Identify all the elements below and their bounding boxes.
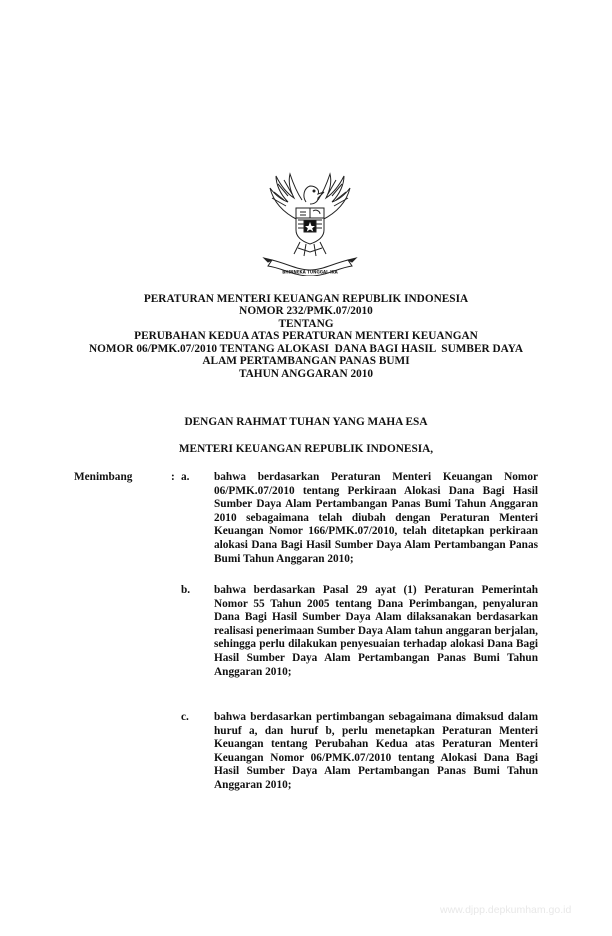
title-line-6: ALAM PERTAMBANGAN PANAS BUMI	[202, 355, 410, 368]
item-text: bahwa berdasarkan Pasal 29 ayat (1) Peraturan Pemerintah Nomor 55 Tahun 2005 tentang Dana Perimbangan, penyaluran Dana Bagi Hasil Sumber Daya Alam dilaksanakan berdasarkan realisasi penerimaan Sumber Daya Alam tahun anggaran berjalan, sehingga perlu dilakukan penyesuaian terhadap alokasi Dana Bagi Hasil Sumber Daya Alam Pertambangan Panas Bumi Tahun Anggaran 2010;	[214, 584, 538, 678]
title-line-3: TENTANG	[278, 317, 334, 330]
item-letter: b.	[181, 584, 191, 596]
item-letter: c.	[181, 711, 189, 723]
item-text: bahwa berdasarkan pertimbangan sebagaimana dimaksud dalam huruf a, dan huruf b, perlu menetapkan Peraturan Menteri Keuangan tentang Perubahan Kedua atas Peraturan Menteri Keuangan Nomor 06/PMK.07/2010 tentang Alokasi Dana Bagi Hasil Sumber Daya Alam Pertambangan Panas Bumi Tahun Anggaran 2010;	[214, 711, 538, 791]
garuda-emblem-icon	[258, 168, 362, 276]
item-text: bahwa berdasarkan Peraturan Menteri Keuangan Nomor 06/PMK.07/2010 tentang Perkiraan Alokasi Dana Bagi Hasil Sumber Daya Alam Pertambangan Panas Bumi Tahun Anggaran 2010 sebagaimana telah diubah dengan Peraturan Menteri Keuangan Nomor 166/PMK.07/2010, telah ditetapkan perkiraan alokasi Dana Bagi Hasil Sumber Daya Alam Pertambangan Panas Bumi Tahun Anggaran 2010;	[214, 471, 538, 565]
regulation-title	[0, 293, 612, 380]
title-line-5: NOMOR 06/PMK.07/2010 TENTANG ALOKASI DANA BAGI HASIL SUMBER DAYA	[88, 342, 524, 355]
blessing-line: DENGAN RAHMAT TUHAN YANG MAHA ESA	[184, 416, 428, 428]
title-line-1: PERATURAN MENTERI KEUANGAN REPUBLIK INDONESIA	[143, 293, 469, 305]
considering-colon: :	[171, 471, 175, 483]
title-line-7: TAHUN ANGGARAN 2010	[238, 367, 374, 380]
title-line-4: PERUBAHAN KEDUA ATAS PERATURAN MENTERI KEUANGAN	[134, 330, 478, 343]
considering-label: Menimbang	[74, 471, 133, 483]
item-letter: a.	[181, 471, 190, 483]
svg-text:BHINNEKA TUNGGAL IKA: BHINNEKA TUNGGAL IKA	[282, 269, 338, 275]
title-line-2: NOMOR 232/PMK.07/2010	[239, 305, 373, 318]
watermark-url: www.djpp.depkumham.go.id	[440, 904, 572, 916]
authority-line: MENTERI KEUANGAN REPUBLIK INDONESIA,	[178, 443, 434, 455]
